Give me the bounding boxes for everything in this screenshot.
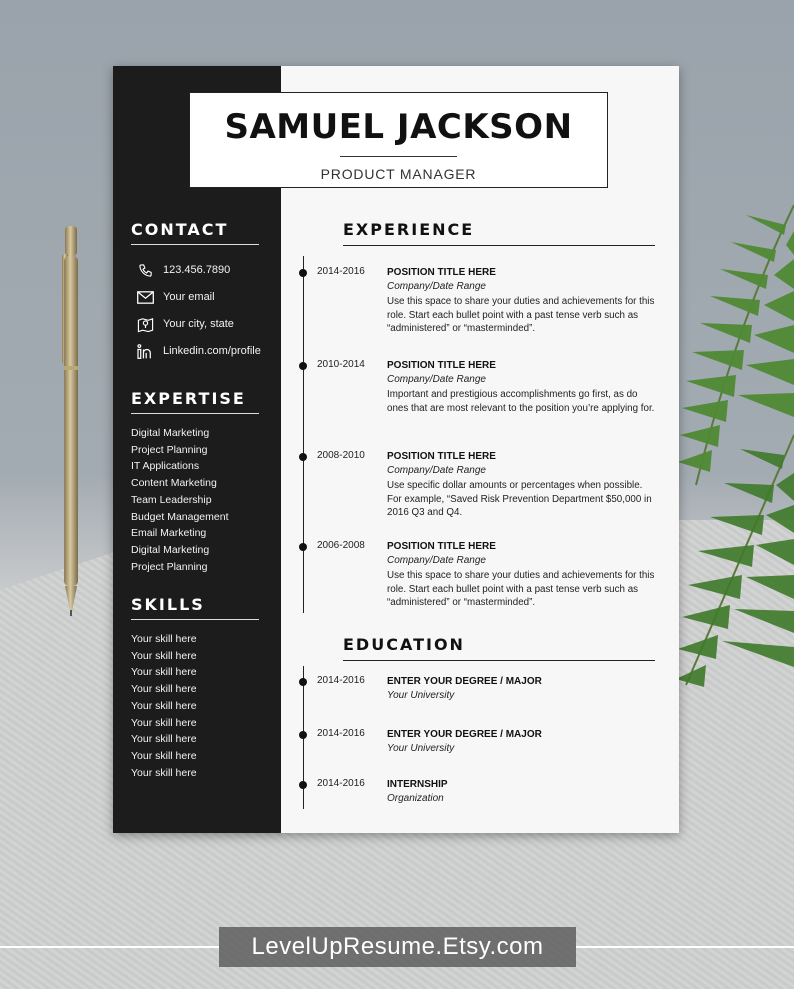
entry-description: Use this space to share your duties and achievements for this role. Start each bullet point with a past tense verb such as “administered” or “masterminded”. [387, 570, 655, 609]
contact-phone [135, 260, 230, 280]
position-title: POSITION TITLE HERE [387, 541, 496, 552]
timeline-dot [299, 269, 307, 277]
position-title: POSITION TITLE HERE [387, 360, 496, 371]
entry-body [387, 359, 657, 415]
education-heading: EDUCATION [343, 635, 655, 661]
entry-description: Important and prestigious accomplishments go first, as do ones that are most relevant to the position you’re applying for. [387, 389, 655, 414]
fern-leaves-icon [676, 185, 794, 725]
expertise-list [131, 425, 228, 575]
contact-heading: CONTACT [131, 220, 259, 245]
phone-icon [135, 261, 155, 279]
entry-body [387, 540, 657, 610]
entry-body [387, 675, 657, 703]
linkedin-icon [135, 342, 155, 360]
list-item: Your skill here [131, 733, 197, 746]
list-item: Digital Marketing [131, 427, 210, 439]
envelope-icon [135, 288, 155, 306]
entry-date: 2014-2016 [317, 266, 365, 277]
list-item: Content Marketing [131, 477, 217, 490]
list-item: IT Applications [131, 460, 200, 473]
map-icon [135, 315, 155, 333]
experience-timeline [303, 256, 304, 613]
entry-description: Use specific dollar amounts or percentages when possible. For example, “Saved Risk Prevention Department $50,000 in 2016 Q3 and Q4. [387, 480, 652, 519]
list-item: Budget Management [131, 510, 229, 523]
entry-body [387, 728, 657, 756]
school-name: Your University [387, 690, 455, 701]
timeline-dot [299, 678, 307, 686]
list-item: Your skill here [131, 649, 197, 662]
timeline-dot [299, 731, 307, 739]
name-divider [340, 156, 457, 157]
degree-title: INTERNSHIP [387, 779, 448, 790]
email-text: Your email [163, 291, 215, 303]
list-item: Digital Marketing [131, 543, 210, 556]
entry-description: Use this space to share your duties and achievements for this role. Start each bullet point with a past tense verb such as “administered” or “masterminded”. [387, 296, 655, 335]
list-item: Project Planning [131, 443, 208, 456]
list-item: Project Planning [131, 560, 208, 573]
list-item: Your skill here [131, 699, 197, 712]
resume-page [113, 66, 679, 833]
contact-email [135, 287, 215, 307]
shop-url-banner: LevelUpResume.Etsy.com [219, 927, 576, 967]
list-item: Email Marketing [131, 527, 207, 540]
school-name: Your University [387, 743, 455, 754]
position-title: POSITION TITLE HERE [387, 267, 496, 278]
contact-location [135, 314, 234, 334]
list-item: Team Leadership [131, 493, 212, 506]
degree-title: ENTER YOUR DEGREE / MAJOR [387, 729, 542, 740]
company-date: Company/Date Range [387, 555, 486, 566]
school-name: Organization [387, 793, 444, 804]
full-name: SAMUEL JACKSON [224, 107, 573, 147]
expertise-heading: EXPERTISE [131, 389, 259, 414]
entry-date: 2014-2016 [317, 778, 365, 789]
company-date: Company/Date Range [387, 281, 486, 292]
company-date: Company/Date Range [387, 465, 486, 476]
entry-date: 2008-2010 [317, 450, 365, 461]
company-date: Company/Date Range [387, 374, 486, 385]
experience-heading: EXPERIENCE [343, 220, 655, 246]
entry-date: 2014-2016 [317, 675, 365, 686]
list-item: Your skill here [131, 766, 197, 779]
timeline-dot [299, 362, 307, 370]
timeline-dot [299, 453, 307, 461]
list-item: Your skill here [131, 749, 197, 762]
name-header [189, 92, 608, 188]
list-item: Your skill here [131, 633, 197, 645]
entry-body [387, 266, 657, 336]
entry-date: 2010-2014 [317, 359, 365, 370]
entry-body [387, 450, 657, 520]
pen-icon [56, 226, 86, 616]
list-item: Your skill here [131, 666, 197, 679]
linkedin-text: Linkedin.com/profile [163, 345, 261, 357]
timeline-dot [299, 543, 307, 551]
location-text: Your city, state [163, 318, 234, 330]
banner-divider-left [0, 946, 219, 948]
entry-date: 2014-2016 [317, 728, 365, 739]
list-item: Your skill here [131, 716, 197, 729]
list-item: Your skill here [131, 683, 197, 696]
phone-text: 123.456.7890 [163, 264, 231, 276]
contact-linkedin [135, 341, 261, 361]
degree-title: ENTER YOUR DEGREE / MAJOR [387, 676, 542, 687]
entry-body [387, 778, 657, 806]
job-title: PRODUCT MANAGER [320, 166, 477, 182]
position-title: POSITION TITLE HERE [387, 451, 496, 462]
banner-divider-right [576, 946, 794, 948]
timeline-dot [299, 781, 307, 789]
entry-date: 2006-2008 [317, 540, 365, 551]
skills-heading: SKILLS [131, 595, 259, 620]
skills-list [131, 631, 197, 781]
